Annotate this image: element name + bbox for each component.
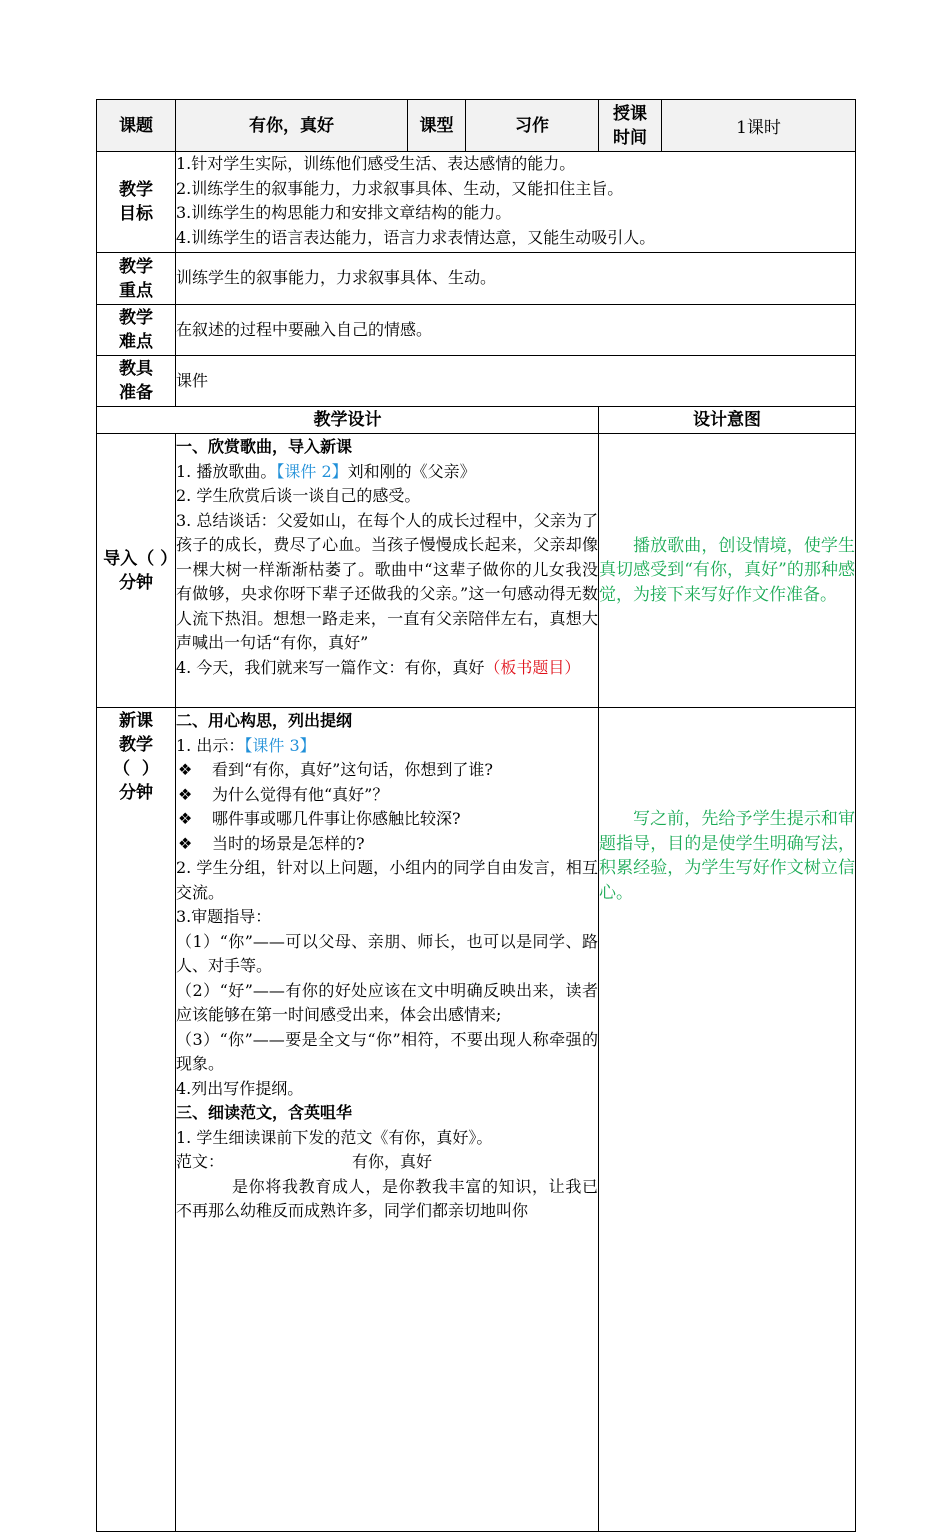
- design-header-row: [97, 407, 856, 434]
- sample-title: 有你，真好: [352, 1152, 433, 1171]
- header-row: [97, 100, 856, 152]
- objectives-row: [97, 152, 856, 253]
- key-points-label: 教学重点: [97, 253, 176, 305]
- sample-text: 是你将我教育成人，是你教我丰富的知识，让我已不再那么幼稚反而成熟许多，同学们都亲切地叫你: [176, 1176, 598, 1220]
- new-lesson-content: [176, 708, 599, 1532]
- diamond-bullet-icon: ❖: [178, 833, 193, 853]
- lesson-plan-table: [96, 99, 856, 1532]
- intro-step-3: 3. 总结谈话：父爱如山，在每个人的成长过程中，父亲为了孩子的成长，费尽了心血。当孩子慢慢成长起来，父亲却像一棵大树一样渐渐枯萎了。歌曲中“这辈子做你的儿女我没有做够，央求你呀下辈子还做我的父亲。”这一句感动得无数人流下热泪。想想一路走来，一直有父亲陪伴左右，真想大声喊出一句话“有你，真好”: [176, 510, 598, 652]
- type-value: 习作: [466, 100, 599, 152]
- materials-row: [97, 356, 856, 407]
- new-lesson-step-2: 2. 学生分组，针对以上问题，小组内的同学自由发言，相互交流。: [176, 858, 598, 902]
- diamond-bullet-icon: ❖: [178, 809, 193, 828]
- new-lesson-row: [97, 708, 856, 1532]
- courseware-tag: 【课件 3】: [244, 735, 316, 755]
- intent-header: 设计意图: [599, 407, 856, 434]
- courseware-tag: 【课件 2】: [276, 461, 348, 481]
- difficulties-text: 在叙述的过程中要融入自己的情感。: [176, 305, 856, 356]
- intro-intent: 播放歌曲，创设情境，使学生真切感受到“有你，真好”的那种感觉，为接下来写好作文作准备。: [599, 434, 856, 708]
- question-item: ❖ 当时的场景是怎样的?: [176, 832, 598, 857]
- new-lesson-heading: 二、用心构思，列出提纲: [176, 711, 353, 730]
- objectives-label: 教学目标: [97, 152, 176, 253]
- objective-item: 2.训练学生的叙事能力，力求叙事具体、生动，又能扣住主旨。: [176, 178, 624, 198]
- new-lesson-step-1: 1. 出示：【课件 3】: [176, 735, 316, 755]
- question-item: ❖ 为什么觉得有他“真好”？: [176, 783, 598, 808]
- intro-content: [176, 434, 599, 708]
- new-lesson-intent: 写之前，先给予学生提示和审题指导，目的是使学生明确写法，积累经验，为学生写好作文树立信心。: [599, 708, 856, 1532]
- difficulties-row: [97, 305, 856, 356]
- intro-step-4: 4. 今天，我们就来写一篇作文：有你，真好（板书题目）: [176, 657, 581, 677]
- diamond-bullet-icon: ❖: [178, 784, 193, 804]
- difficulties-label: 教学难点: [97, 305, 176, 356]
- question-item: ❖ 看到“有你，真好”这句话，你想到了谁?: [176, 758, 598, 783]
- time-label: 授课时间: [599, 100, 662, 152]
- board-note: （板书题目）: [484, 657, 581, 677]
- key-points-text: 训练学生的叙事能力，力求叙事具体、生动。: [176, 253, 856, 305]
- materials-text: 课件: [176, 356, 856, 407]
- materials-label: 教具准备: [97, 356, 176, 407]
- topic-value: 有你，真好: [176, 100, 408, 152]
- objective-item: 4.训练学生的语言表达能力，语言力求表情达意，又能生动吸引人。: [176, 227, 656, 247]
- new-lesson-step-4: 4.列出写作提纲。: [176, 1078, 304, 1098]
- intro-row: [97, 434, 856, 708]
- objective-item: 1.针对学生实际，训练他们感受生活、表达感情的能力。: [176, 154, 576, 173]
- sample-title-line: 范文： 有你，真好: [176, 1152, 433, 1171]
- time-value: 1课时: [662, 100, 856, 152]
- objective-item: 3.训练学生的构思能力和安排文章结构的能力。: [176, 203, 512, 222]
- intro-heading: 一、欣赏歌曲，导入新课: [176, 437, 353, 456]
- diamond-bullet-icon: ❖: [178, 760, 193, 779]
- guide-item: （2）“好”——有你的好处应该在文中明确反映出来，读者应该能够在第一时间感受出来，体会出感情来;: [176, 980, 598, 1024]
- reading-heading: 三、细读范文，含英咀华: [176, 1103, 353, 1122]
- new-lesson-step-3: 3.审题指导：: [176, 907, 272, 926]
- intro-step-1: 1. 播放歌曲。【课件 2】刘和刚的《父亲》: [176, 461, 476, 481]
- topic-label: 课题: [97, 100, 176, 152]
- reading-step-1: 1. 学生细读课前下发的范文《有你，真好》。: [176, 1127, 493, 1147]
- guide-item: （1）“你”——可以父母、亲朋、师长，也可以是同学、路人、对手等。: [176, 931, 598, 975]
- question-item: ❖ 哪件事或哪几件事让你感触比较深?: [176, 807, 598, 832]
- key-points-row: [97, 253, 856, 305]
- intro-label: 导入（ ）分钟: [97, 434, 176, 708]
- design-header: 教学设计: [97, 407, 599, 434]
- objectives-list: [176, 152, 856, 253]
- type-label: 课型: [408, 100, 466, 152]
- new-lesson-label: 新课 教学 （ ） 分钟: [97, 708, 176, 1532]
- guide-item: （3）“你”——要是全文与“你”相符，不要出现人称牵强的现象。: [176, 1029, 598, 1073]
- intro-step-2: 2. 学生欣赏后谈一谈自己的感受。: [176, 486, 421, 505]
